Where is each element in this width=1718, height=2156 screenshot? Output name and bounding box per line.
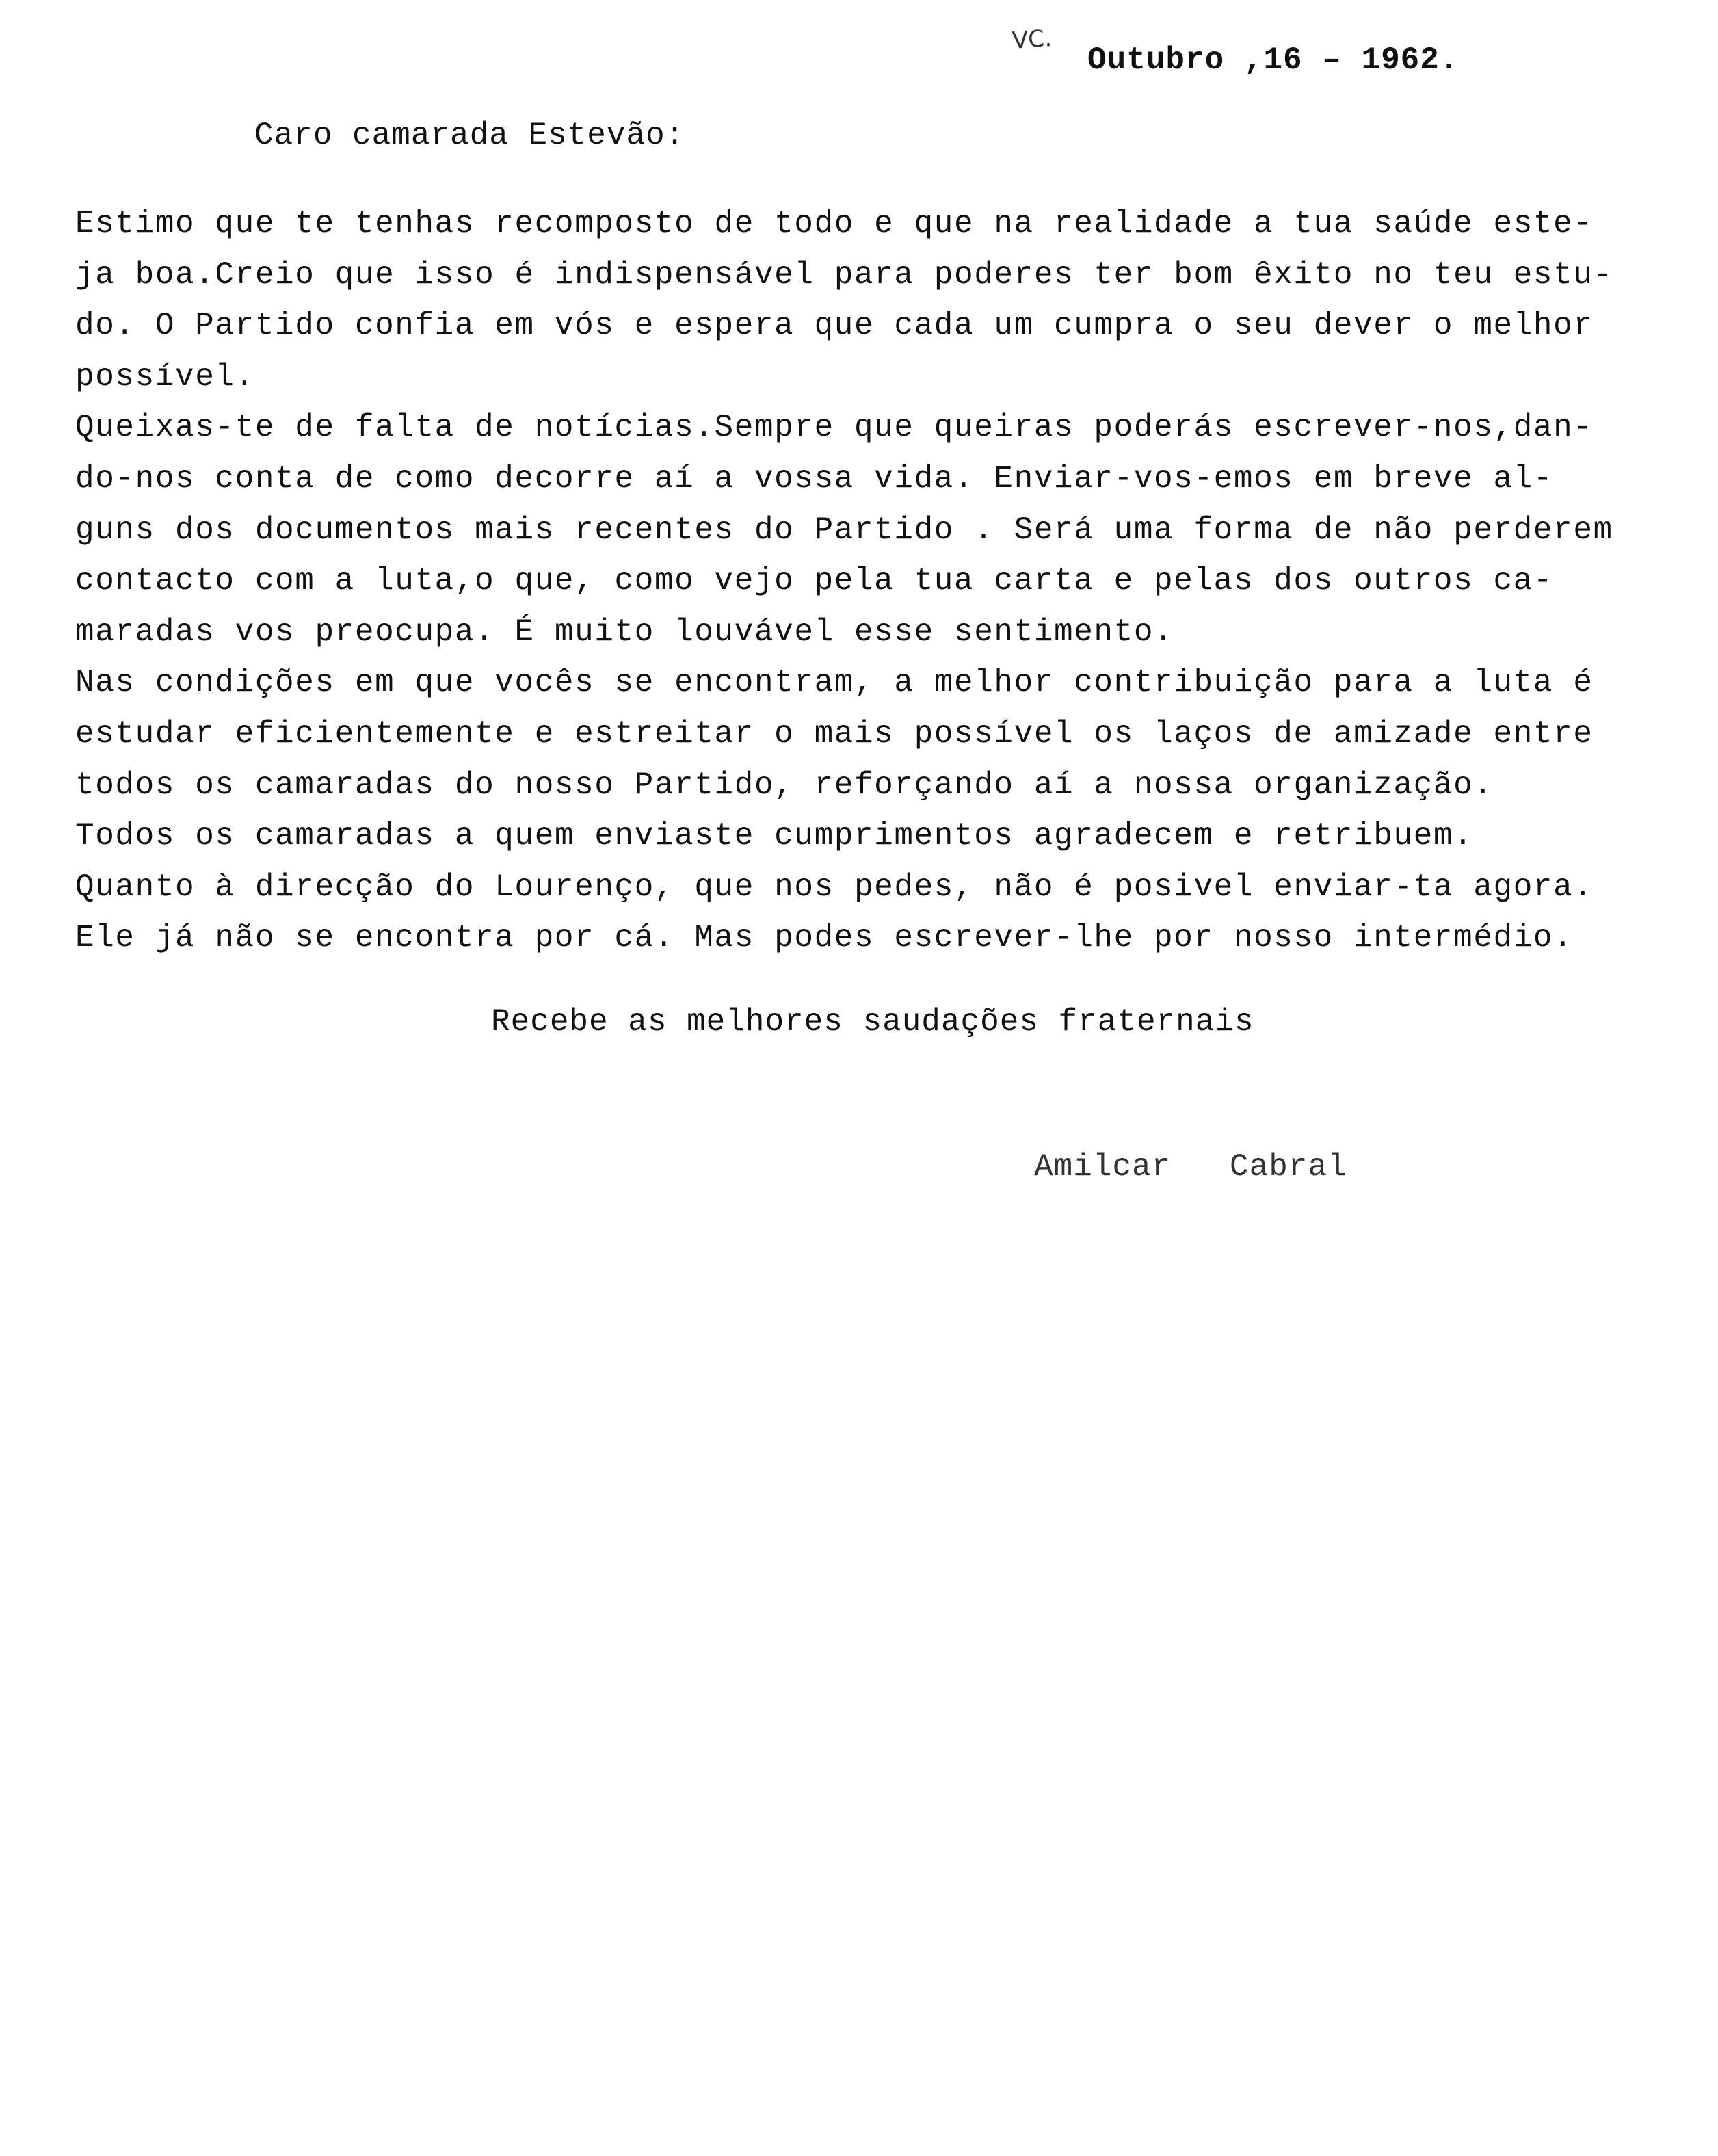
letter-greeting: Caro camarada Estevão: xyxy=(254,118,685,153)
letter-date: Outubro ,16 – 1962. xyxy=(1087,42,1459,78)
body-line: do-nos conta de como decorre aí a vossa vida. Enviar-vos-emos em breve al- xyxy=(75,460,1554,497)
letter-closing: Recebe as melhores saudações fraternais xyxy=(491,1004,1254,1040)
body-line: possível. xyxy=(75,358,255,395)
letter-body xyxy=(75,198,1696,964)
body-line: guns dos documentos mais recentes do Partido . Será uma forma de não perderem xyxy=(75,512,1613,548)
handwritten-annotation: VC. xyxy=(1011,25,1053,55)
body-line: Ele já não se encontra por cá. Mas podes escrever-lhe por nosso intermédio. xyxy=(75,920,1574,956)
body-line: Todos os camaradas a quem enviaste cumprimentos agradecem e retribuem. xyxy=(75,818,1474,854)
body-line: contacto com a luta,o que, como vejo pela tua carta e pelas dos outros ca- xyxy=(75,563,1554,599)
body-line: todos os camaradas do nosso Partido, reforçando aí a nossa organização. xyxy=(75,767,1494,803)
body-line: Queixas-te de falta de notícias.Sempre que queiras poderás escrever-nos,dan- xyxy=(75,410,1594,446)
body-line: ja boa.Creio que isso é indispensável para poderes ter bom êxito no teu estu- xyxy=(75,257,1613,293)
body-line: do. O Partido confia em vós e espera que cada um cumpra o seu dever o melhor xyxy=(75,308,1594,344)
body-line: Estimo que te tenhas recomposto de todo e que na realidade a tua saúde este- xyxy=(75,206,1594,241)
letter-signature: Amilcar Cabral xyxy=(1034,1149,1347,1185)
body-line: estudar eficientemente e estreitar o mais possível os laços de amizade entre xyxy=(75,715,1594,752)
body-line: maradas vos preocupa. É muito louvável esse sentimento. xyxy=(75,614,1174,650)
body-line: Nas condições em que vocês se encontram, a melhor contribuição para a luta é xyxy=(75,665,1594,701)
body-line: Quanto à direcção do Lourenço, que nos pedes, não é posivel enviar-ta agora. xyxy=(75,869,1594,905)
